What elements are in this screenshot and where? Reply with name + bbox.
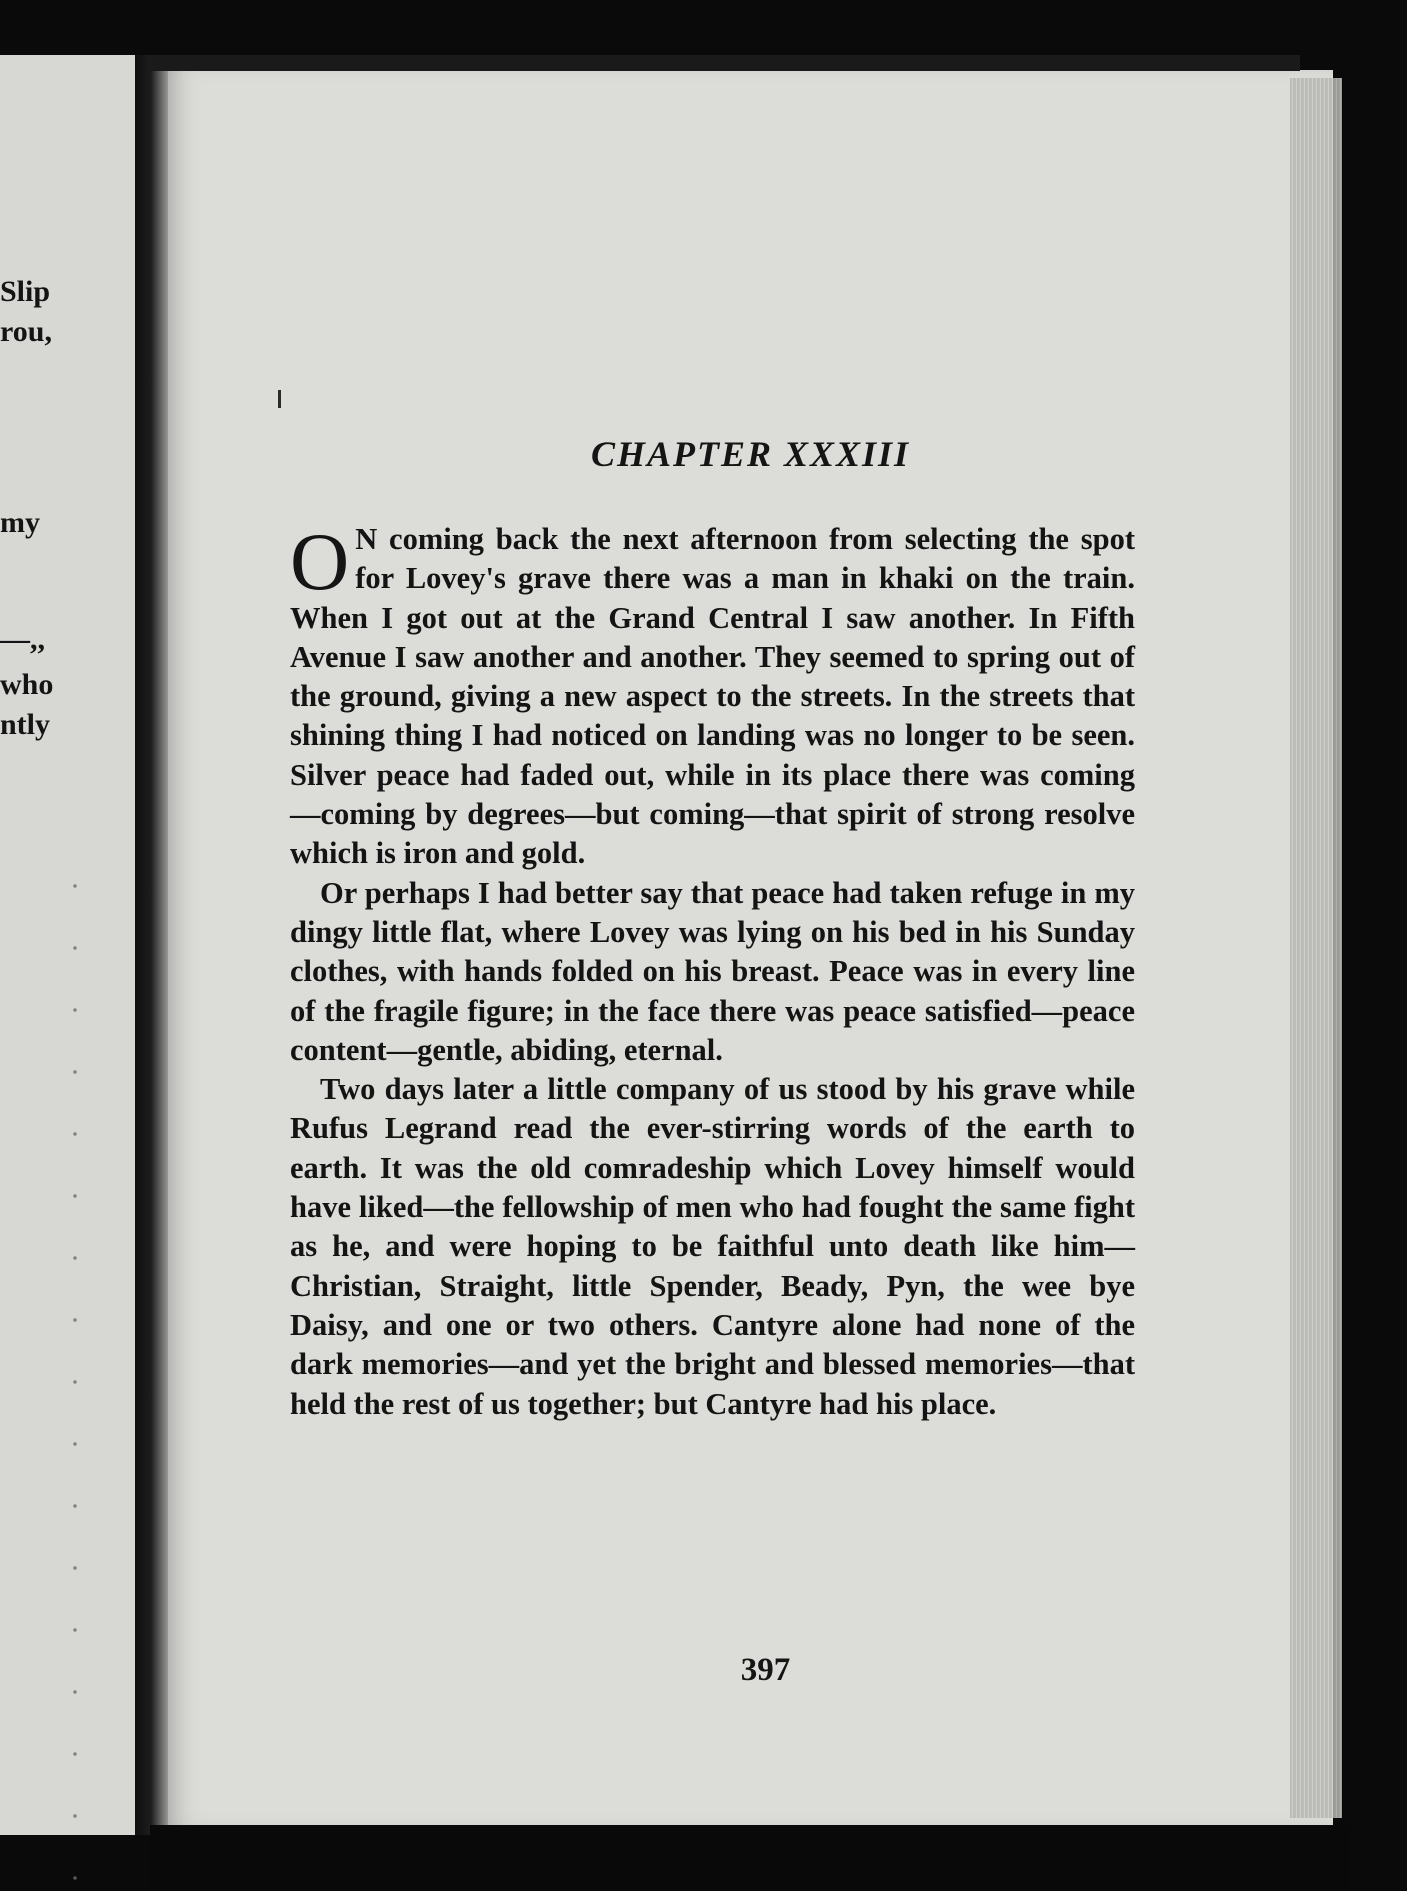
paragraph-1 — [290, 516, 1135, 874]
chapter-title: CHAPTER XXXIII — [590, 434, 911, 474]
paragraph-3: Two days later a little company of us stood by his grave while Rufus Legrand read the ever-stirring words of the earth to earth. It was the old comradeship which Lovey himself would have liked—the fellowship of men who had fought the same fight as he, and were hoping to be faithful unto death like him—Christian, Straight, little Spender, Beady, Pyn, the wee bye Daisy, and one or two others. Cantyre alone had none of the dark memories—and yet the bright and blessed memories—that held the rest of us together; but Cantyre had his place. — [290, 1072, 1135, 1421]
left-page-fragment: rou, — [0, 315, 52, 348]
left-page-specks — [72, 855, 78, 1891]
page-number: 397 — [740, 1652, 791, 1688]
margin-mark — [278, 390, 281, 408]
left-facing-page — [0, 55, 143, 1835]
left-page-fragment: —,, — [0, 623, 45, 656]
scan-top-border — [150, 55, 1300, 71]
left-page-fragment: my — [0, 506, 40, 539]
left-page-fragment: ntly — [0, 708, 51, 741]
left-page-fragment: who — [0, 668, 54, 701]
paragraph-2: Or perhaps I had better say that peace had taken refuge in my dingy little flat, where Lovey was lying on his bed in his Sunday clothes, with hands folded on his breast. Peace was in every line of the fragile figure; in the face there was peace satisfied—peace content—gentle, abiding, eternal. — [290, 875, 1135, 1067]
page-edge-stack — [1290, 78, 1342, 1818]
left-page-fragment: Slip — [0, 275, 51, 308]
scan-bottom-border — [150, 1825, 1350, 1891]
paragraph-1-text: N coming back the next afternoon from selecting the spot for Lovey's grave there was a man in khaki on the train. When I got out at the Grand Central I saw another. In Fifth Avenue I saw another and another. They seemed to spring out of the ground, giving a new aspect to the streets. In the streets that shining thing I had noticed on landing was no longer to be seen. Silver peace had faded out, while in its place there was coming —coming by degrees—but coming—that spirit of strong resolve which is iron and gold. — [290, 522, 1135, 871]
drop-cap: O — [290, 516, 350, 607]
body-text — [290, 516, 1135, 1424]
